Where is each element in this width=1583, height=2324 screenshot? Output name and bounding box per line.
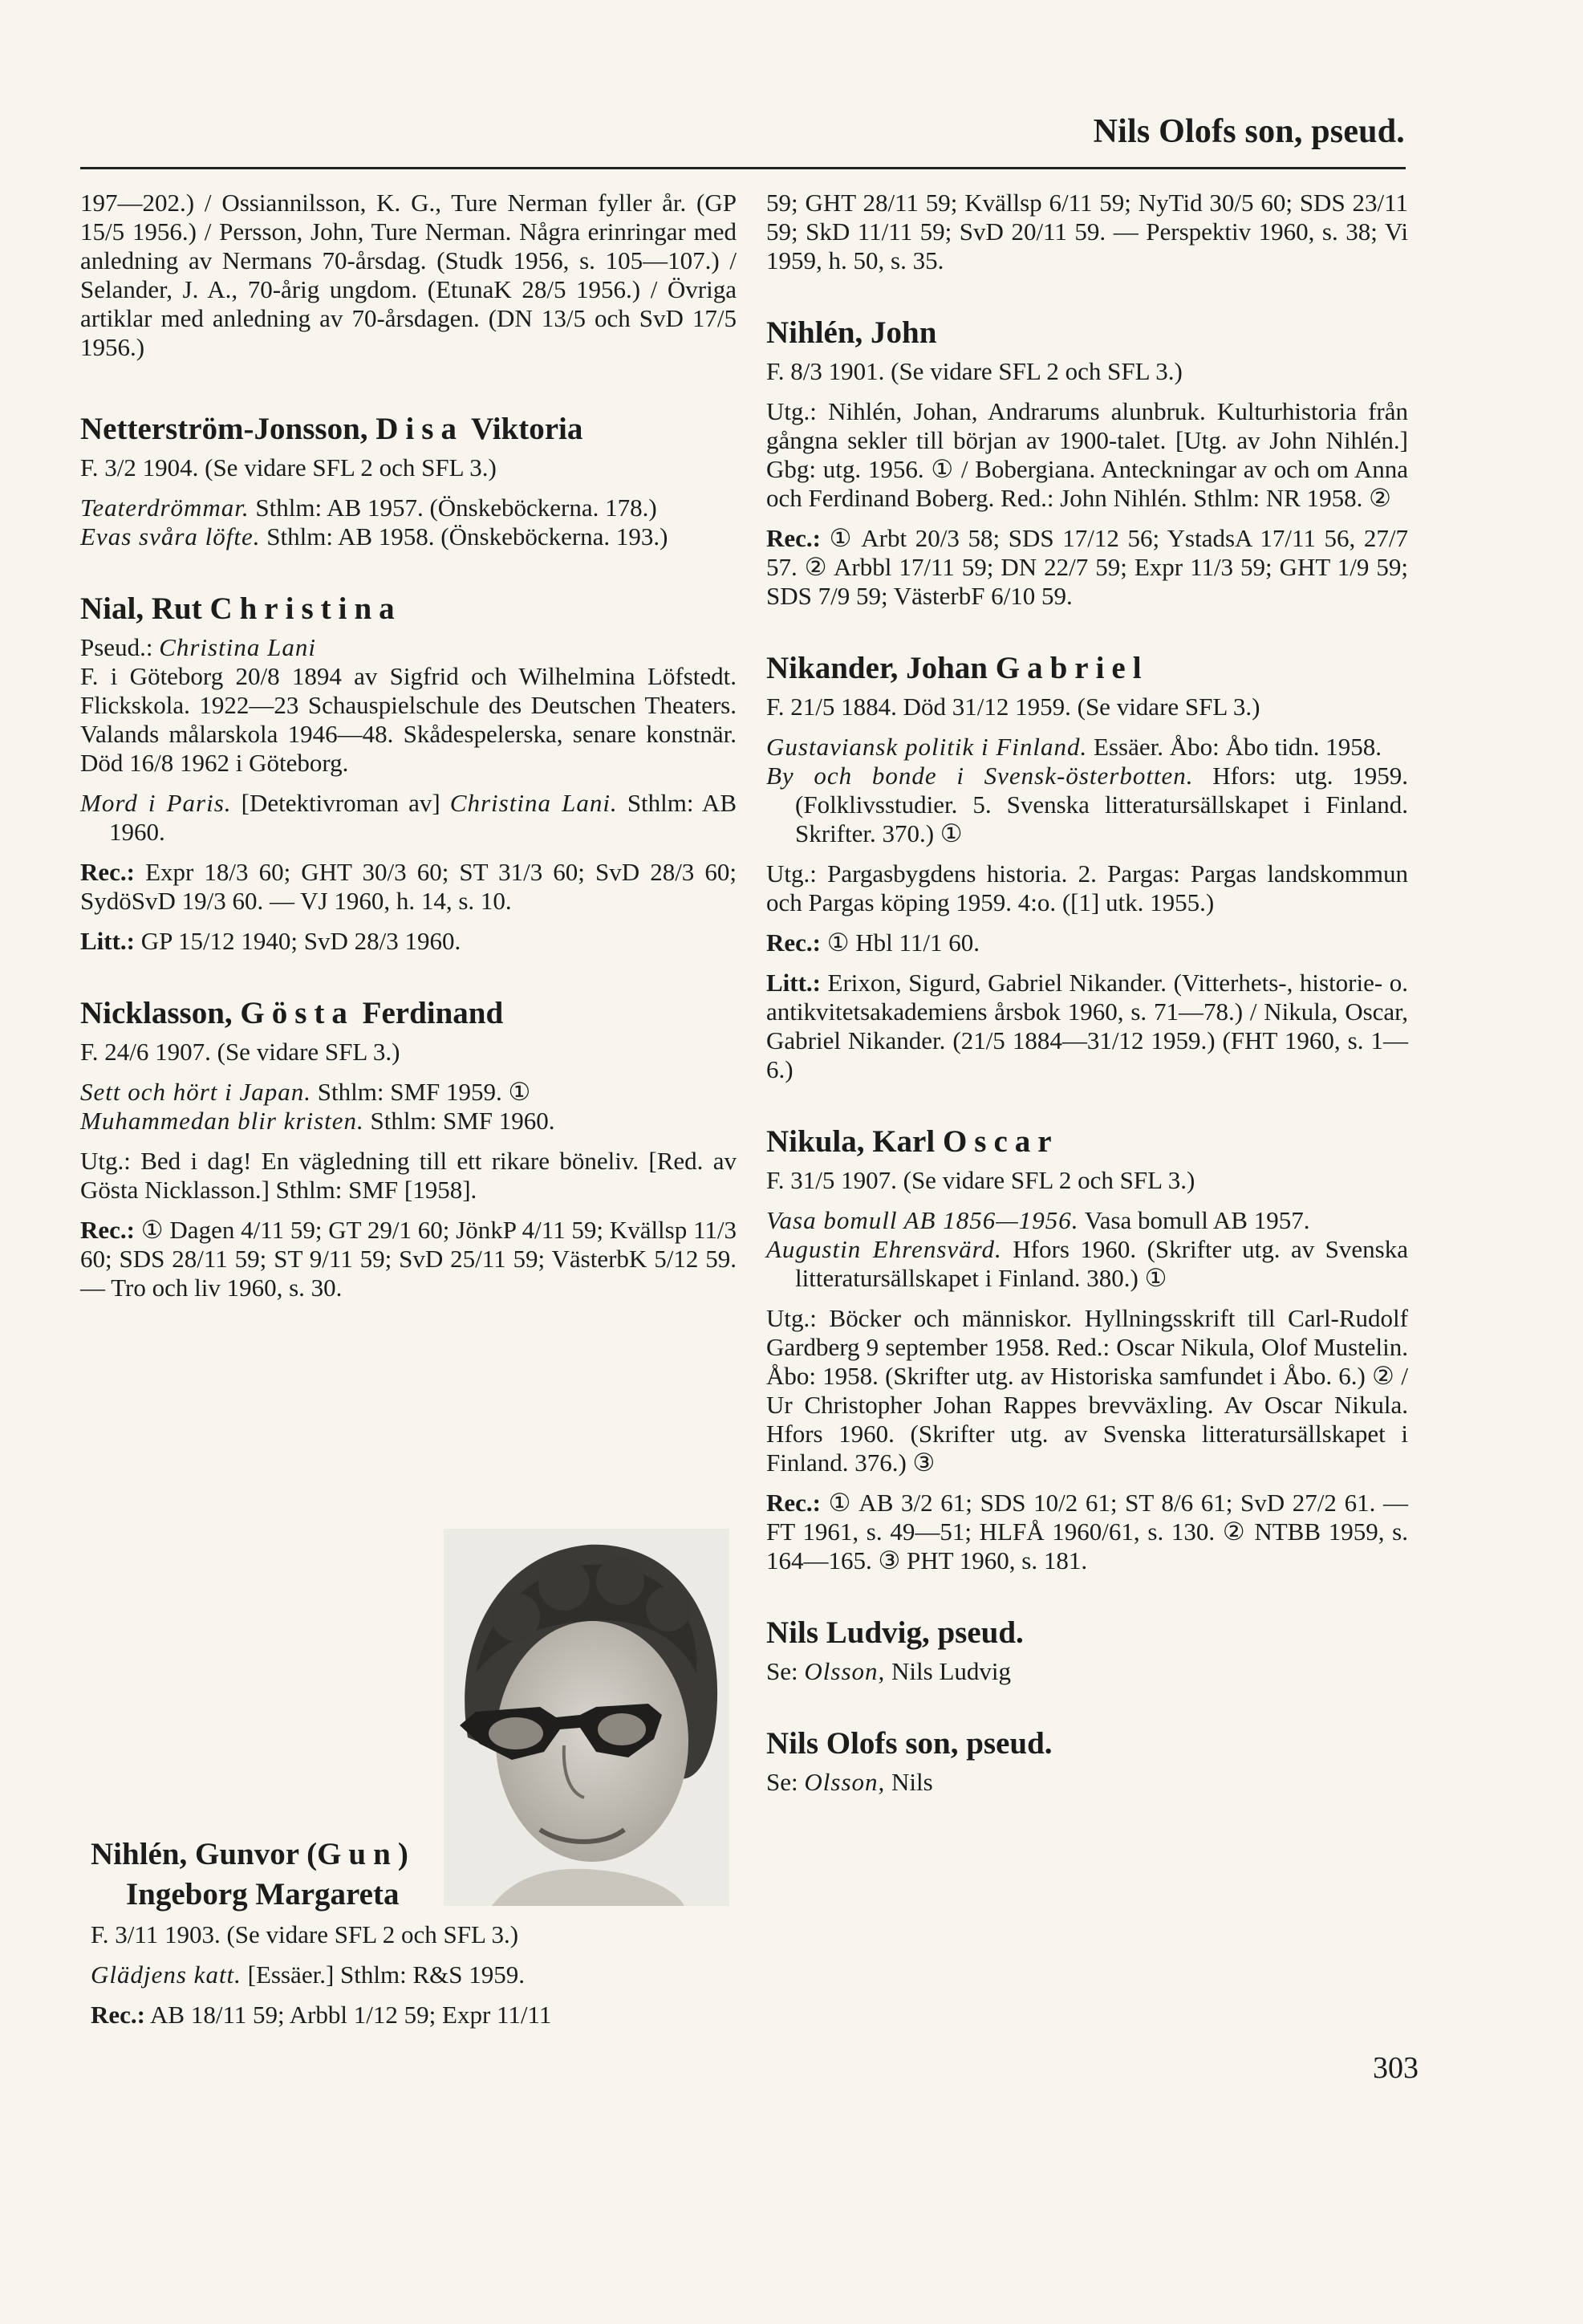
biography: F. i Göteborg 20/8 1894 av Sigfrid och Wilhelmina Löfstedt. Flickskola. 1922—23 Schauspielschule des Deutschen Theaters. Valands målarskola 1946—48. Skådespelerska, senare konstnär. Död 16/8 1962 i Göteborg. — [80, 662, 737, 777]
portrait-photo — [444, 1529, 729, 1906]
entry-heading: Nils Olofs son, pseud. — [766, 1726, 1053, 1761]
entry-heading: Nikula, Karl Oscar — [766, 1124, 1059, 1159]
see-reference: Se: Olsson, Nils — [766, 1768, 933, 1796]
right-column — [766, 189, 1408, 1797]
entry-nils-olofs — [766, 1723, 1408, 1797]
work-item: Teaterdrömmar. Sthlm: AB 1957. (Önskeböckerna. 178.) — [80, 494, 657, 522]
entry-nial — [80, 588, 737, 956]
reviews: Rec.: ① Arbt 20/3 58; SDS 17/12 56; YstadsA 17/11 56, 27/7 57. ② Arbbl 17/11 59; DN 22/7 59; Expr 11/3 59; GHT 1/9 59; SDS 7/9 59; VästerbF 6/10 59. — [766, 524, 1408, 610]
reviews: Rec.: AB 18/11 59; Arbbl 1/12 59; Expr 11/11 — [91, 2001, 552, 2029]
work-item: Mord i Paris. [Detektivroman av] Christina Lani. Sthlm: AB 1960. — [80, 789, 737, 846]
literature: Litt.: GP 15/12 1940; SvD 28/3 1960. — [80, 927, 461, 955]
continued-text: 59; GHT 28/11 59; Kvällsp 6/11 59; NyTid 30/5 60; SDS 23/11 59; SkD 11/11 59; SvD 20/11 59. — Perspektiv 1960, s. 38; Vi 1959, h. 50, s. 35. — [766, 189, 1408, 274]
pseudonym-line: Pseud.: Christina Lani — [80, 633, 316, 661]
entry-heading-nihlen-gunvor: Nihlén, Gunvor (Gun) Ingeborg Margareta — [91, 1837, 408, 1912]
birth-line: F. 31/5 1907. (Se vidare SFL 2 och SFL 3.) — [766, 1166, 1195, 1194]
running-header: Nils Olofs son, pseud. — [1093, 113, 1405, 150]
reviews: Rec.: Expr 18/3 60; GHT 30/3 60; ST 31/3 60; SvD 28/3 60; SydöSvD 19/3 60. — VJ 1960, h. 14, s. 10. — [80, 858, 737, 915]
entry-heading: Nikander, Johan Gabriel — [766, 651, 1149, 685]
entry-heading: Nicklasson, Gösta Ferdinand — [80, 996, 504, 1030]
birth-line: F. 3/2 1904. (Se vidare SFL 2 och SFL 3.) — [80, 453, 497, 481]
entry-heading: Nihlén, John — [766, 315, 937, 350]
entry-netterstrom — [80, 408, 737, 551]
birth-line: F. 24/6 1907. (Se vidare SFL 3.) — [80, 1038, 400, 1066]
editor-line: Utg.: Nihlén, Johan, Andrarums alunbruk. Kulturhistoria från gångna sekler till början av 1900-talet. [Utg. av John Nihlén.] Gbg: utg. 1956. ① / Bobergiana. Anteckningar av och om Anna och Ferdinand Boberg. Red.: John Nihlén. Sthlm: NR 1958. ② — [766, 397, 1408, 512]
reviews: Rec.: ① AB 3/2 61; SDS 10/2 61; ST 8/6 61; SvD 27/2 61. — FT 1961, s. 49—51; HLFÅ 1960/61, s. 130. ② NTBB 1959, s. 164—165. ③ PHT 1960, s. 181. — [766, 1489, 1408, 1574]
see-reference: Se: Olsson, Nils Ludvig — [766, 1657, 1011, 1685]
editor-line: Utg.: Böcker och människor. Hyllningsskrift till Carl-Rudolf Gardberg 9 september 1958. Red.: Oscar Nikula, Olof Mustelin. Åbo: 1958. (Skrifter utg. av Historiska samfundet i Åbo. 6.) ② / Ur Christopher Johan Rappes brevväxling. Av Oscar Nikula. Hfors 1960. (Skrifter utg. av Svenska litteratursällskapet i Finland. 376.) ③ — [766, 1304, 1408, 1477]
page-number: 303 — [1373, 2051, 1419, 2085]
entry-nikander — [766, 648, 1408, 1084]
work-item: Glädjens katt. [Essäer.] Sthlm: R&S 1959. — [91, 1960, 525, 1989]
entry-heading: Netterström-Jonsson, Disa Viktoria — [80, 412, 583, 446]
work-item: Gustaviansk politik i Finland. Essäer. Åbo: Åbo tidn. 1958. — [766, 733, 1382, 761]
work-item: Muhammedan blir kristen. Sthlm: SMF 1960. — [80, 1107, 555, 1135]
editor-line: Utg.: Pargasbygdens historia. 2. Pargas: Pargas landskommun och Pargas köping 1959. 4:o. ([1] utk. 1955.) — [766, 859, 1408, 916]
birth-line: F. 21/5 1884. Död 31/12 1959. (Se vidare SFL 3.) — [766, 693, 1260, 721]
work-item: Evas svåra löfte. Sthlm: AB 1958. (Önskeböckerna. 193.) — [80, 522, 668, 551]
entry-nikula — [766, 1121, 1408, 1575]
literature: Litt.: Erixon, Sigurd, Gabriel Nikander. (Vitterhets-, historie- o. antikvitetsakademiens årsbok 1960, s. 71—78.) / Nikula, Oscar, Gabriel Nikander. (21/5 1884—31/12 1959.) (FHT 1960, s. 1—6.) — [766, 969, 1408, 1083]
editor-line: Utg.: Bed i dag! En vägledning till ett rikare böneliv. [Red. av Gösta Nicklasson.] Sthlm: SMF [1958]. — [80, 1147, 737, 1204]
reviews: Rec.: ① Hbl 11/1 60. — [766, 928, 980, 957]
entry-nicklasson — [80, 993, 737, 1302]
work-item: Sett och hört i Japan. Sthlm: SMF 1959. ① — [80, 1078, 531, 1106]
entry-nihlen-gunvor — [91, 1920, 737, 2029]
work-item: By och bonde i Svensk-österbotten. Hfors: utg. 1959. (Folklivsstudier. 5. Svenska litteratursällskapet i Finland. Skrifter. 370.) ① — [766, 762, 1409, 847]
entry-heading: Nial, Rut Christina — [80, 591, 402, 626]
work-item: Vasa bomull AB 1856—1956. Vasa bomull AB 1957. — [766, 1206, 1310, 1234]
birth-line: F. 3/11 1903. (Se vidare SFL 2 och SFL 3.) — [91, 1920, 519, 1948]
entry-nihlen-john — [766, 312, 1408, 611]
reviews: Rec.: ① Dagen 4/11 59; GT 29/1 60; JönkP 4/11 59; Kvällsp 11/3 60; SDS 28/11 59; ST 9/11 59; SvD 25/11 59; VästerbK 5/12 59. — Tro och liv 1960, s. 30. — [80, 1216, 737, 1302]
birth-line: F. 8/3 1901. (Se vidare SFL 2 och SFL 3.) — [766, 357, 1183, 385]
header-rule — [80, 167, 1406, 169]
work-item: Augustin Ehrensvärd. Hfors 1960. (Skrifter utg. av Svenska litteratursällskapet i Finland. 380.) ① — [766, 1235, 1409, 1292]
entry-heading: Nils Ludvig, pseud. — [766, 1615, 1024, 1650]
continued-text: 197—202.) / Ossiannilsson, K. G., Ture Nerman fyller år. (GP 15/5 1956.) / Persson, John, Ture Nerman. Några erinringar med anledning av Nermans 70-årsdag. (Studk 1956, s. 105—107.) / Selander, J. A., 70-årig ungdom. (EtunaK 28/5 1956.) / Övriga artiklar med anledning av 70-årsdagen. (DN 13/5 och SvD 17/5 1956.) — [80, 189, 737, 361]
entry-nils-ludvig — [766, 1612, 1408, 1686]
left-column — [80, 189, 737, 1302]
